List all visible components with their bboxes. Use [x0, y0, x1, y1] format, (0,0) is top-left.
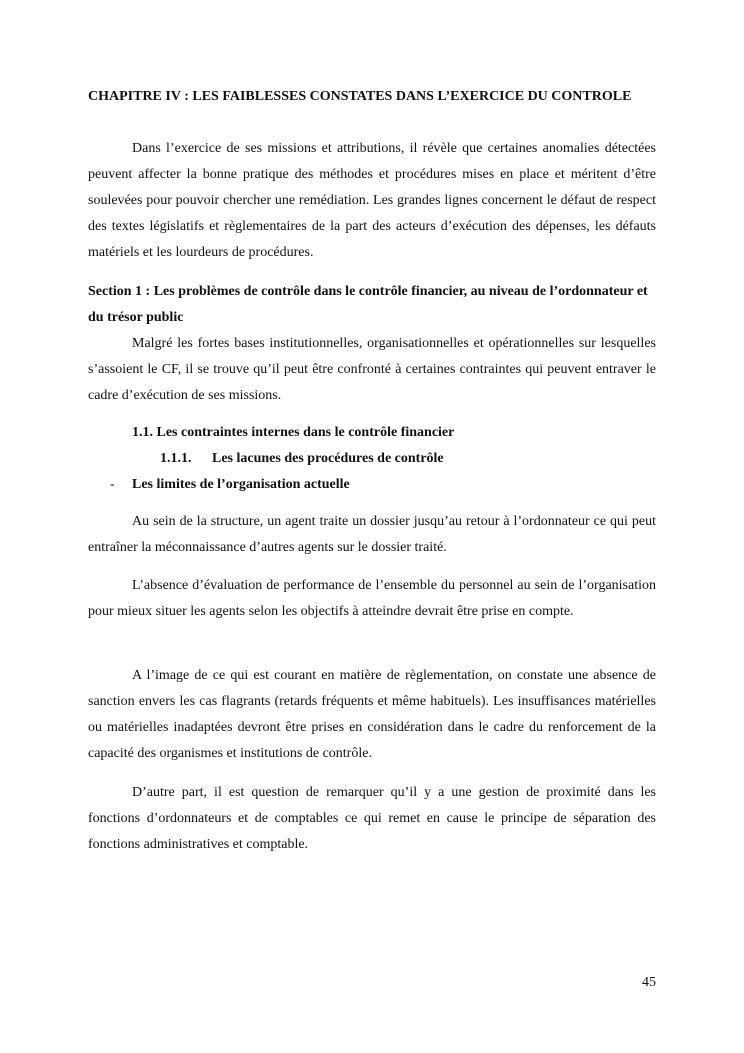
body-paragraph: Au sein de la structure, un agent traite un dossier jusqu’au retour à l’ordonnateur ce qui peut entraîner la méconnaissance d’autres agents sur le dossier traité. [88, 514, 656, 555]
body-paragraph: L’absence d’évaluation de performance de l’ensemble du personnel au sein de l’organisation pour mieux situer les agents selon les objectifs à atteindre devrait être prise en compte. [88, 578, 656, 619]
body-paragraph: A l’image de ce qui est courant en matière de règlementation, on constate une absence de sanction envers les cas flagrants (retards fréquents et même habituels). Les insuffisances matérielles ou matérielles inadaptées devront être prises en considération dans le cadre du renforcement de la capacité des organismes et institutions de contrôle. [88, 668, 656, 761]
section-intro-paragraph: Malgré les fortes bases institutionnelles, organisationnelles et opérationnelles sur lesquelles s’assoient le CF, il se trouve qu’il peut être confronté à certaines contraintes qui peuvent entraver le cadre d’exécution de ses missions. [88, 336, 656, 403]
section-title: Section 1 : Les problèmes de contrôle dans le contrôle financier, au niveau de l’ordonnateur et du trésor public [88, 284, 648, 325]
sub-subsection-number: 1.1.1. [160, 451, 192, 466]
page-number: 45 [642, 975, 656, 990]
bullet-heading [110, 472, 350, 498]
sub-subsection-title: Les lacunes des procédures de contrôle [212, 451, 444, 466]
body-paragraph: D’autre part, il est question de remarquer qu’il y a une gestion de proximité dans les fonctions d’ordonnateurs et de comptables ce qui remet en cause le principe de séparation des fonctions administratives et comptable. [88, 785, 656, 852]
bullet-dash: - [110, 477, 115, 492]
chapter-intro-paragraph: Dans l’exercice de ses missions et attributions, il révèle que certaines anomalies détectées peuvent affecter la bonne pratique des méthodes et procédures mises en place et méritent d’être soulevées pour pouvoir chercher une remédiation. Les grandes lignes concernent le défaut de respect des textes législatifs et règlementaires de la part des acteurs d’exécution des dépenses, les défauts matériels et les lourdeurs de procédures. [88, 141, 656, 260]
subsection-title: 1.1. Les contraintes internes dans le contrôle financier [132, 425, 455, 440]
chapter-title: CHAPITRE IV : LES FAIBLESSES CONSTATES DANS L’EXERCICE DU CONTROLE [88, 89, 632, 104]
bullet-title: Les limites de l’organisation actuelle [132, 477, 350, 492]
sub-subsection-heading [160, 446, 444, 472]
